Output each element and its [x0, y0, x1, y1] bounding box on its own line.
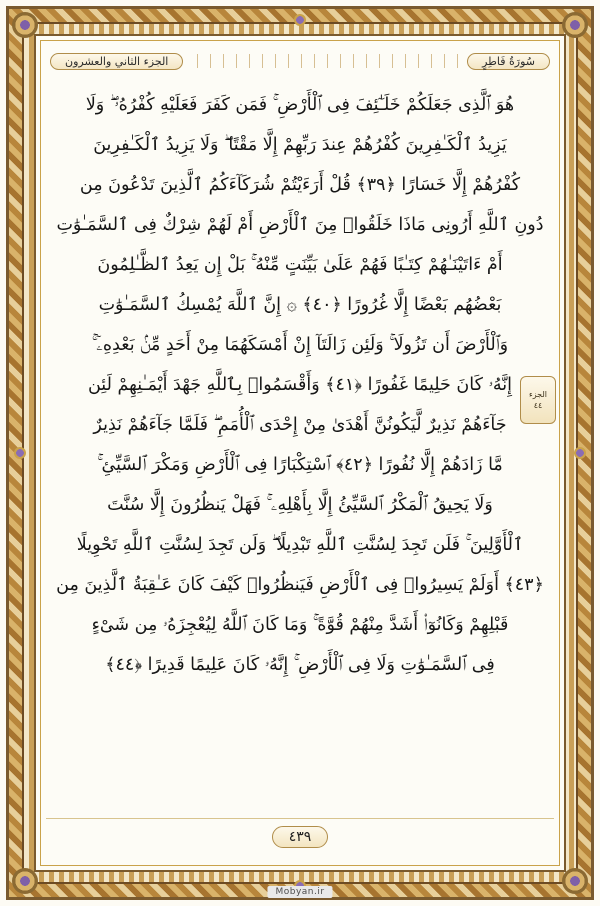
quran-text-block: [46, 75, 554, 814]
corner-rosette-icon: [12, 868, 38, 894]
quran-line: كُفْرُهُمْ إِلَّا خَسَارًا ﴿٣٩﴾ قُلْ أَرَءَيْتُمْ شُرَكَآءَكُمُ ٱلَّذِينَ تَدْعُونَ مِن: [79, 175, 521, 195]
quran-line: بَعْضُهُم بَعْضًا إِلَّا غُرُورًا ﴿٤٠﴾ ۞ إِنَّ ٱللَّهَ يُمْسِكُ ٱلسَّمَـٰوَٰتِ: [98, 295, 502, 315]
juz-medallion-bottom: ٤٤: [533, 401, 543, 410]
quran-line: وَٱلْأَرْضَ أَن تَزُولَا ۚ وَلَئِن زَالَتَآ إِنْ أَمْسَكَهُمَا مِنْ أَحَدٍ مِّنۢ بَعْدِهِۦٓ ۚ: [91, 335, 509, 355]
page-header: [50, 48, 550, 75]
page-number: ٤٣٩: [272, 826, 329, 848]
quran-line: ﴿٤٣﴾ أَوَلَمْ يَسِيرُوا۟ فِى ٱلْأَرْضِ فَيَنظُرُوا۟ كَيْفَ كَانَ عَـٰقِبَةُ ٱلَّذِينَ مِن: [56, 575, 544, 595]
juz-side-medallion: [520, 376, 556, 424]
header-ornament: [191, 54, 459, 68]
surah-title: سُورَةُ فَاطِرٍ: [467, 53, 550, 70]
juz-title: الجزء الثاني والعشرون: [50, 53, 183, 70]
quran-line: أَمْ ءَاتَيْنَـٰهُمْ كِتَـٰبًا فَهُمْ عَلَىٰ بَيِّنَتٍ مِّنْهُ ۚ بَلْ إِن يَعِدُ ٱلظَّـٰلِمُونَ: [97, 255, 503, 275]
quran-line: يَزِيدُ ٱلْكَـٰفِرِينَ كُفْرُهُمْ عِندَ رَبِّهِمْ إِلَّا مَقْتًا ۖ وَلَا يَزِيدُ ٱلْكَـٰفِرِينَ: [93, 135, 507, 155]
quran-line: قَبْلِهِمْ وَكَانُوٓا۟ أَشَدَّ مِنْهُمْ قُوَّةً ۚ وَمَا كَانَ ٱللَّهُ لِيُعْجِزَهُۥ مِن شَىْءٍ: [91, 615, 509, 635]
footer-divider: [46, 818, 554, 819]
quran-line: مَّا زَادَهُمْ إِلَّا نُفُورًا ﴿٤٢﴾ ٱسْتِكْبَارًا فِى ٱلْأَرْضِ وَمَكْرَ ٱلسَّيِّئِ ۚ: [97, 455, 503, 475]
edge-dot-icon: [294, 14, 306, 26]
page-content: [46, 46, 554, 860]
page-footer: [46, 814, 554, 860]
edge-dot-icon: [14, 447, 26, 459]
watermark: Mobyan.ir: [267, 886, 332, 898]
corner-rosette-icon: [562, 12, 588, 38]
quran-line: هُوَ ٱلَّذِى جَعَلَكُمْ خَلَـٰٓئِفَ فِى ٱلْأَرْضِ ۚ فَمَن كَفَرَ فَعَلَيْهِ كُفْرُهُۥ ۖ وَلَا: [85, 95, 515, 115]
quran-line: فِى ٱلسَّمَـٰوَٰتِ وَلَا فِى ٱلْأَرْضِ ۚ إِنَّهُۥ كَانَ عَلِيمًا قَدِيرًا ﴿٤٤﴾: [105, 655, 495, 675]
corner-rosette-icon: [562, 868, 588, 894]
quran-line: دُونِ ٱللَّهِ أَرُونِى مَاذَا خَلَقُوا۟ مِنَ ٱلْأَرْضِ أَمْ لَهُمْ شِرْكٌ فِى ٱلسَّمَـٰوَٰتِ: [56, 215, 544, 235]
juz-medallion-top: الجزء: [529, 390, 547, 399]
quran-line: ٱلْأَوَّلِينَ ۚ فَلَن تَجِدَ لِسُنَّتِ ٱللَّهِ تَبْدِيلًا ۖ وَلَن تَجِدَ لِسُنَّتِ ٱللَّهِ تَحْوِيلًا: [76, 535, 524, 555]
edge-dot-icon: [574, 447, 586, 459]
quran-line: جَآءَهُمْ نَذِيرٌ لَّيَكُونُنَّ أَهْدَىٰ مِنْ إِحْدَى ٱلْأُمَمِ ۖ فَلَمَّا جَآءَهُمْ نَذِيرٌ: [93, 415, 507, 435]
quran-line: وَلَا يَحِيقُ ٱلْمَكْرُ ٱلسَّيِّئُ إِلَّا بِأَهْلِهِۦ ۚ فَهَلْ يَنظُرُونَ إِلَّا سُنَّتَ: [107, 495, 493, 515]
corner-rosette-icon: [12, 12, 38, 38]
quran-line: إِنَّهُۥ كَانَ حَلِيمًا غَفُورًا ﴿٤١﴾ وَأَقْسَمُوا۟ بِٱللَّهِ جَهْدَ أَيْمَـٰنِهِمْ لَئِن: [87, 375, 513, 395]
